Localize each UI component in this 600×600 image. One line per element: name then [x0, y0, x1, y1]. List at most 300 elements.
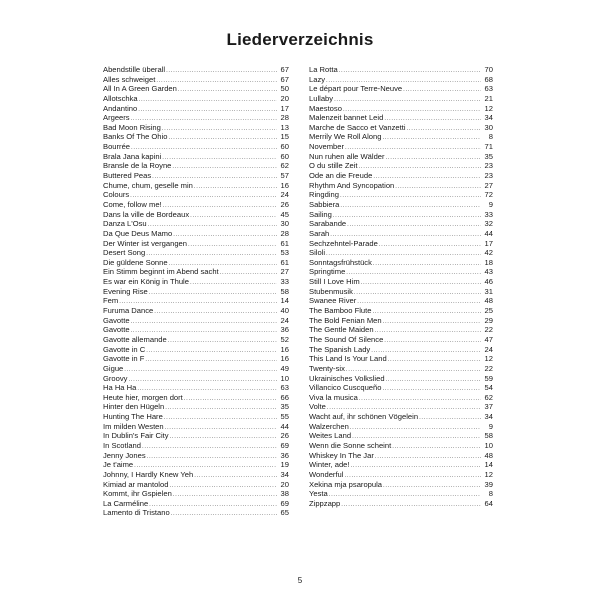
entry-page: 49 — [280, 363, 289, 373]
entry-title: Buttered Peas — [103, 171, 152, 181]
dot-leader — [147, 453, 277, 463]
index-entry — [309, 422, 493, 432]
entry-title: Johnny, I Hardly Knew Yeh — [103, 469, 194, 479]
dot-leader — [171, 510, 277, 520]
entry-title: All In A Green Garden — [103, 84, 177, 94]
index-entry — [309, 412, 493, 422]
entry-page: 72 — [484, 190, 493, 200]
index-entry — [309, 152, 493, 162]
entry-page: 8 — [488, 489, 493, 499]
entry-title: Gavotte in F — [103, 354, 145, 364]
index-entry — [103, 470, 289, 480]
dot-leader — [173, 231, 277, 241]
dot-leader — [139, 96, 277, 106]
entry-title: Sarah — [309, 228, 330, 238]
entry-page: 12 — [484, 354, 493, 364]
entry-title: Whiskey In The Jar — [309, 450, 374, 460]
entry-title: Desert Song — [103, 248, 146, 258]
dot-leader — [350, 424, 481, 434]
dot-leader — [354, 289, 481, 299]
entry-title: Weites Land — [309, 431, 352, 441]
entry-title: Still I Love Him — [309, 277, 360, 287]
index-entry — [103, 383, 289, 393]
entry-page: 29 — [484, 315, 493, 325]
entry-title: Jenny Jones — [103, 450, 146, 460]
entry-title: Bransle de la Royne — [103, 161, 172, 171]
entry-title: Come, follow me! — [103, 199, 162, 209]
entry-page: 62 — [484, 392, 493, 402]
index-entry — [103, 364, 289, 374]
dot-leader — [333, 212, 481, 222]
dot-leader — [184, 395, 277, 405]
entry-title: Bad Moon Rising — [103, 122, 161, 132]
entry-title: Sarabande — [309, 219, 347, 229]
index-entry — [309, 306, 493, 316]
index-entry — [309, 219, 493, 229]
entry-title: Je t'aime — [103, 460, 134, 470]
index-entry — [103, 65, 289, 75]
dot-leader — [124, 366, 277, 376]
index-entry — [103, 94, 289, 104]
dot-leader — [166, 67, 277, 77]
entry-page: 69 — [280, 498, 289, 508]
index-entry — [103, 306, 289, 316]
dot-leader — [383, 482, 481, 492]
entry-page: 9 — [488, 421, 493, 431]
index-entry — [103, 499, 289, 509]
entry-page: 31 — [484, 286, 493, 296]
dot-leader — [375, 453, 481, 463]
dot-leader — [154, 308, 277, 318]
index-entry — [309, 248, 493, 258]
entry-page: 70 — [484, 65, 493, 74]
entry-page: 52 — [280, 334, 289, 344]
dot-leader — [373, 260, 481, 270]
entry-title: Argeers — [103, 113, 130, 123]
index-entry — [103, 451, 289, 461]
index-entry — [309, 104, 493, 114]
entry-title: The Bold Fenian Men — [309, 315, 382, 325]
dot-leader — [392, 443, 481, 453]
entry-page: 16 — [280, 344, 289, 354]
index-entry — [103, 354, 289, 364]
index-entry — [103, 489, 289, 499]
dot-leader — [340, 192, 481, 202]
entry-page: 21 — [484, 93, 493, 103]
entry-title: La Rotta — [309, 65, 338, 74]
entry-page: 35 — [484, 151, 493, 161]
entry-title: Die güldene Sonne — [103, 257, 168, 267]
entry-page: 16 — [280, 354, 289, 364]
dot-leader — [339, 67, 481, 77]
dot-leader — [403, 86, 481, 96]
index-entry — [103, 84, 289, 94]
dot-leader — [382, 385, 481, 395]
entry-title: Marche de Sacco et Vanzetti — [309, 122, 406, 132]
index-entry — [309, 171, 493, 181]
index-entry — [309, 480, 493, 490]
entry-title: Ein Stimm beginnt im Abend sacht — [103, 267, 219, 277]
dot-leader — [383, 318, 481, 328]
entry-page: 33 — [280, 277, 289, 287]
index-entry — [309, 258, 493, 268]
index-entry — [309, 267, 493, 277]
dot-leader — [375, 327, 481, 337]
index-entry — [309, 354, 493, 364]
dot-leader — [190, 212, 277, 222]
entry-title: Ringding — [309, 190, 339, 200]
entry-page: 59 — [484, 373, 493, 383]
index-entry — [103, 181, 289, 191]
entry-title: Bourrée — [103, 142, 131, 152]
entry-page: 10 — [484, 440, 493, 450]
entry-page: 33 — [484, 209, 493, 219]
index-entry — [103, 113, 289, 123]
dot-leader — [165, 404, 277, 414]
entry-page: 58 — [484, 431, 493, 441]
dot-leader — [384, 337, 481, 347]
entry-page: 48 — [484, 296, 493, 306]
index-entry — [103, 460, 289, 470]
entry-page: 13 — [280, 122, 289, 132]
entry-page: 44 — [484, 228, 493, 238]
entry-page: 61 — [280, 238, 289, 248]
index-entry — [103, 104, 289, 114]
dot-leader — [170, 433, 277, 443]
entry-page: 63 — [280, 383, 289, 393]
index-entry — [309, 190, 493, 200]
entry-title: Viva la musica — [309, 392, 358, 402]
entry-title: Lamento di Tristano — [103, 508, 170, 518]
entry-title: Dans la ville de Bordeaux — [103, 209, 190, 219]
index-entry — [103, 161, 289, 171]
dot-leader — [419, 414, 481, 424]
entry-title: Wacht auf, ihr schönen Vögelein — [309, 412, 419, 422]
entry-page: 27 — [280, 267, 289, 277]
entry-page: 46 — [484, 277, 493, 287]
index-entry — [103, 142, 289, 152]
index-entry — [309, 325, 493, 335]
entry-page: 48 — [484, 450, 493, 460]
entry-title: Wenn die Sonne scheint — [309, 440, 392, 450]
index-entry — [309, 296, 493, 306]
entry-page: 42 — [484, 248, 493, 258]
dot-leader — [172, 163, 277, 173]
index-entry — [103, 345, 289, 355]
dot-leader — [351, 462, 481, 472]
entry-page: 67 — [280, 65, 289, 74]
entry-title: O du stille Zeit — [309, 161, 358, 171]
dot-leader — [340, 202, 481, 212]
dot-leader — [386, 376, 481, 386]
dot-leader — [194, 472, 277, 482]
dot-leader — [361, 279, 481, 289]
index-entry — [103, 258, 289, 268]
entry-page: 30 — [484, 122, 493, 132]
entry-title: Le départ pour Terre-Neuve — [309, 84, 403, 94]
entry-page: 10 — [280, 373, 289, 383]
index-entry — [309, 451, 493, 461]
entry-page: 9 — [488, 199, 493, 209]
dot-leader — [168, 134, 277, 144]
entry-title: Springtime — [309, 267, 346, 277]
index-entry — [103, 229, 289, 239]
entry-page: 37 — [484, 402, 493, 412]
entry-page: 60 — [280, 151, 289, 161]
dot-leader — [372, 308, 481, 318]
index-entry — [103, 277, 289, 287]
index-entry — [103, 422, 289, 432]
index-entry — [103, 75, 289, 85]
entry-page: 55 — [280, 412, 289, 422]
dot-leader — [388, 356, 481, 366]
dot-leader — [220, 269, 277, 279]
entry-page: 34 — [484, 412, 493, 422]
entry-page: 23 — [484, 161, 493, 171]
entry-page: 64 — [484, 498, 493, 508]
entry-page: 53 — [280, 248, 289, 258]
entry-page: 62 — [280, 161, 289, 171]
index-entry — [309, 94, 493, 104]
dot-leader — [334, 96, 481, 106]
entry-title: The Bamboo Flute — [309, 306, 372, 316]
entry-page: 12 — [484, 469, 493, 479]
entry-page: 19 — [280, 460, 289, 470]
entry-page: 30 — [280, 219, 289, 229]
index-entry — [103, 441, 289, 451]
entry-title: In Dublin's Fair City — [103, 431, 169, 441]
entry-page: 28 — [280, 113, 289, 123]
entry-title: Ukrainisches Volkslied — [309, 373, 385, 383]
dot-leader — [178, 86, 277, 96]
entry-title: Nun ruhen alle Wälder — [309, 151, 385, 161]
entry-title: Evening Rise — [103, 286, 148, 296]
entry-title: Stubenmusik — [309, 286, 353, 296]
entry-title: Gavotte — [103, 325, 130, 335]
dot-leader — [341, 501, 481, 511]
entry-title: The Spanish Lady — [309, 344, 371, 354]
entry-page: 25 — [484, 306, 493, 316]
entry-page: 63 — [484, 84, 493, 94]
entry-title: Wonderful — [309, 469, 344, 479]
entry-title: Heute hier, morgen dort — [103, 392, 183, 402]
dot-leader — [395, 183, 481, 193]
dot-leader — [188, 241, 277, 251]
dot-leader — [379, 241, 481, 251]
entry-title: Hunting The Hare — [103, 412, 163, 422]
index-entry — [309, 460, 493, 470]
entry-title: Im milden Westen — [103, 421, 164, 431]
index-entry — [309, 470, 493, 480]
entry-page: 16 — [280, 180, 289, 190]
index-entry — [309, 431, 493, 441]
index-entry — [309, 441, 493, 451]
dot-leader — [162, 125, 277, 135]
entry-title: Ha Ha Ha — [103, 383, 137, 393]
entry-title: Danza L'Osu — [103, 219, 147, 229]
index-entry — [309, 123, 493, 133]
index-entry — [103, 296, 289, 306]
dot-leader — [347, 221, 481, 231]
entry-page: 34 — [280, 469, 289, 479]
entry-title: Zippzapp — [309, 498, 341, 508]
entry-page: 60 — [280, 142, 289, 152]
index-column-right — [309, 65, 493, 508]
index-entry — [103, 190, 289, 200]
dot-leader — [359, 395, 481, 405]
entry-page: 32 — [484, 219, 493, 229]
entry-title: Fem — [103, 296, 119, 306]
index-entry — [309, 364, 493, 374]
entry-title: Lullaby — [309, 93, 334, 103]
entry-page: 17 — [484, 238, 493, 248]
entry-page: 17 — [280, 103, 289, 113]
entry-page: 36 — [280, 325, 289, 335]
dot-leader — [146, 347, 277, 357]
index-entry — [103, 374, 289, 384]
entry-title: Swanee River — [309, 296, 357, 306]
index-entry — [103, 200, 289, 210]
dot-leader — [359, 163, 481, 173]
entry-page: 8 — [488, 132, 493, 142]
index-entry — [309, 229, 493, 239]
entry-page: 24 — [484, 344, 493, 354]
entry-title: Winter, ade! — [309, 460, 350, 470]
index-entry — [309, 200, 493, 210]
entry-title: Sabbiera — [309, 199, 340, 209]
entry-title: Villancico Cuscqueño — [309, 383, 382, 393]
index-entry — [103, 248, 289, 258]
index-entry — [103, 431, 289, 441]
entry-page: 26 — [280, 199, 289, 209]
entry-page: 50 — [280, 84, 289, 94]
dot-leader — [131, 318, 277, 328]
dot-leader — [173, 491, 277, 501]
entry-title: Andantino — [103, 103, 138, 113]
entry-title: This Land Is Your Land — [309, 354, 387, 364]
entry-page: 14 — [484, 460, 493, 470]
entry-page: 66 — [280, 392, 289, 402]
index-entry — [309, 316, 493, 326]
dot-leader — [194, 183, 277, 193]
entry-title: Abendstille überall — [103, 65, 166, 74]
index-entry — [309, 132, 493, 142]
entry-page: 20 — [280, 93, 289, 103]
dot-leader — [346, 269, 481, 279]
entry-page: 15 — [280, 132, 289, 142]
dot-leader — [169, 482, 277, 492]
index-entry — [103, 210, 289, 220]
index-entry — [309, 345, 493, 355]
entry-page: 18 — [484, 257, 493, 267]
dot-leader — [386, 154, 481, 164]
entry-title: Alles schweiget — [103, 74, 156, 84]
index-entry — [309, 277, 493, 287]
entry-title: The Sound Of Silence — [309, 334, 384, 344]
entry-page: 27 — [484, 180, 493, 190]
index-entry — [103, 402, 289, 412]
entry-title: Gavotte allemande — [103, 334, 167, 344]
entry-title: Gavotte — [103, 315, 130, 325]
index-entry — [103, 325, 289, 335]
dot-leader — [357, 298, 481, 308]
index-entry — [309, 383, 493, 393]
entry-page: 67 — [280, 74, 289, 84]
entry-page: 23 — [484, 171, 493, 181]
entry-title: Twenty-six — [309, 363, 345, 373]
entry-page: 54 — [484, 383, 493, 393]
index-entry — [309, 113, 493, 123]
dot-leader — [168, 337, 277, 347]
dot-leader — [407, 125, 481, 135]
entry-title: La Carméline — [103, 498, 149, 508]
dot-leader — [128, 376, 277, 386]
entry-page: 45 — [280, 209, 289, 219]
entry-title: Yesta — [309, 489, 328, 499]
entry-page: 22 — [484, 325, 493, 335]
entry-page: 58 — [280, 286, 289, 296]
entry-title: The Gentle Maiden — [309, 325, 374, 335]
entry-title: Volte — [309, 402, 326, 412]
entry-title: Lazy — [309, 74, 326, 84]
index-entry — [309, 499, 493, 509]
page-title: Liederverzeichnis — [226, 30, 374, 49]
dot-leader — [149, 289, 277, 299]
entry-page: 14 — [280, 296, 289, 306]
entry-page: 12 — [484, 103, 493, 113]
entry-title: Xekina mja psaropula — [309, 479, 383, 489]
entry-title: In Scotland — [103, 440, 141, 450]
entry-title: Merrily We Roll Along — [309, 132, 382, 142]
dot-leader — [190, 279, 277, 289]
dot-leader — [164, 414, 277, 424]
index-entry — [309, 75, 493, 85]
index-entry — [103, 316, 289, 326]
entry-page: 61 — [280, 257, 289, 267]
entry-page: 34 — [484, 113, 493, 123]
index-entry — [103, 393, 289, 403]
index-entry — [103, 132, 289, 142]
index-entry — [309, 210, 493, 220]
entry-page: 20 — [280, 479, 289, 489]
entry-title: Kimiad ar mantolod — [103, 479, 169, 489]
index-entry — [103, 480, 289, 490]
index-entry — [309, 142, 493, 152]
entry-title: Da Que Deus Mamo — [103, 228, 173, 238]
entry-title: Gavotte in C — [103, 344, 146, 354]
entry-title: November — [309, 142, 345, 152]
index-entry — [103, 508, 289, 518]
dot-leader — [142, 443, 277, 453]
entry-title: Colours — [103, 190, 130, 200]
entry-title: Hinter den Hügeln — [103, 402, 165, 412]
index-entry — [309, 181, 493, 191]
index-entry — [309, 489, 493, 499]
entry-page: 57 — [280, 171, 289, 181]
entry-title: Es war ein König in Thule — [103, 277, 189, 287]
index-entry — [103, 267, 289, 277]
index-entry — [103, 152, 289, 162]
entry-page: 71 — [484, 142, 493, 152]
dot-leader — [138, 106, 277, 116]
entry-page: 24 — [280, 315, 289, 325]
entry-page: 69 — [280, 440, 289, 450]
index-entry — [103, 335, 289, 345]
entry-title: Der Winter ist vergangen — [103, 238, 187, 248]
page-number: 5 — [297, 576, 303, 585]
entry-title: Groovy — [103, 373, 128, 383]
entry-title: Maestoso — [309, 103, 342, 113]
